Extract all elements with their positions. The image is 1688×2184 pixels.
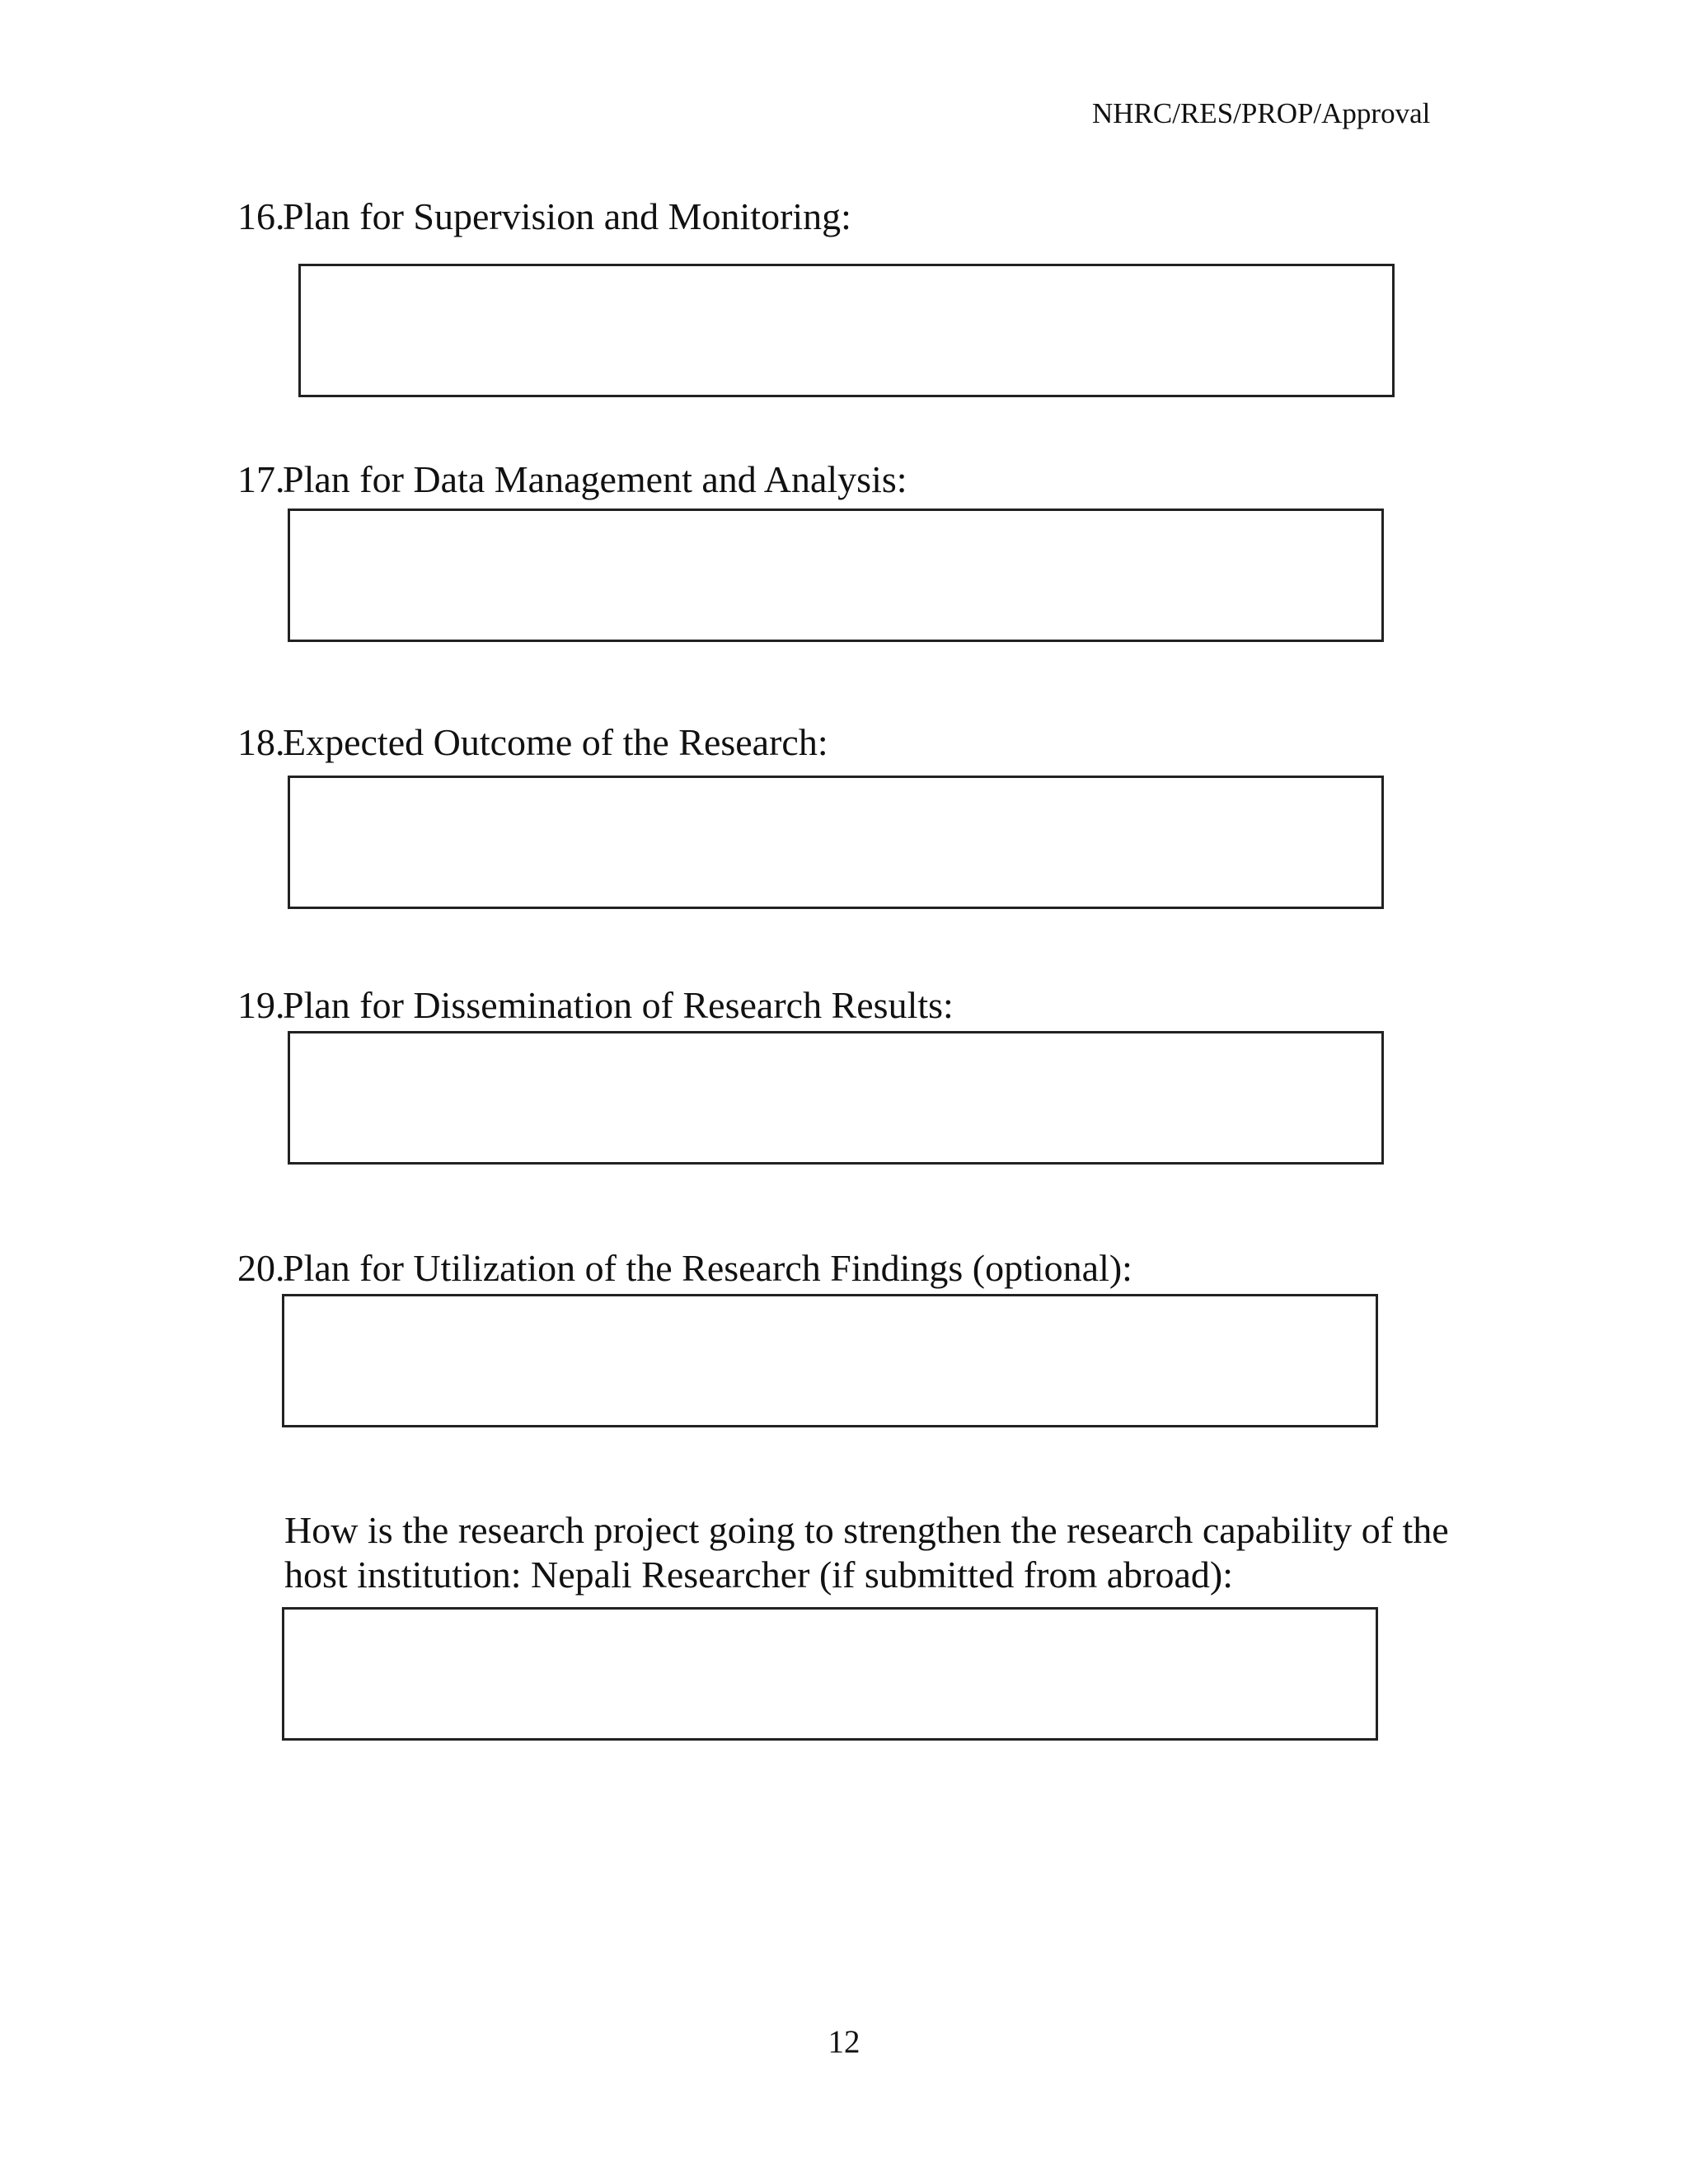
item-16-heading (237, 194, 851, 239)
item-19-heading (237, 983, 954, 1028)
item-number: 17. (237, 458, 285, 500)
item-label: Plan for Dissemination of Research Results: (283, 984, 954, 1026)
expected-outcome-field[interactable] (288, 776, 1384, 909)
capability-question-line-1: How is the research project going to strengthen the research capability of the (284, 1509, 1449, 1551)
page-number: 12 (828, 2024, 860, 2060)
data-management-analysis-field[interactable] (288, 509, 1384, 642)
research-capability-field[interactable] (282, 1607, 1378, 1741)
item-label: Plan for Utilization of the Research Findings (optional): (283, 1247, 1132, 1289)
capability-question (284, 1508, 1479, 1597)
item-18-heading (237, 720, 828, 765)
item-label: Plan for Data Management and Analysis: (283, 458, 907, 500)
item-number: 19. (237, 984, 285, 1026)
item-number: 20. (237, 1247, 285, 1289)
capability-question-line-2: host institution: Nepali Researcher (if submitted from abroad): (284, 1554, 1233, 1596)
item-number: 16. (237, 195, 285, 237)
supervision-monitoring-field[interactable] (298, 264, 1395, 397)
item-label: Plan for Supervision and Monitoring: (283, 195, 851, 237)
item-17-heading (237, 457, 907, 502)
item-20-heading (237, 1246, 1132, 1291)
dissemination-results-field[interactable] (288, 1031, 1384, 1165)
item-label: Expected Outcome of the Research: (283, 721, 828, 763)
utilization-findings-field[interactable] (282, 1294, 1378, 1427)
document-reference-code: NHRC/RES/PROP/Approval (1092, 97, 1431, 129)
item-number: 18. (237, 721, 285, 763)
